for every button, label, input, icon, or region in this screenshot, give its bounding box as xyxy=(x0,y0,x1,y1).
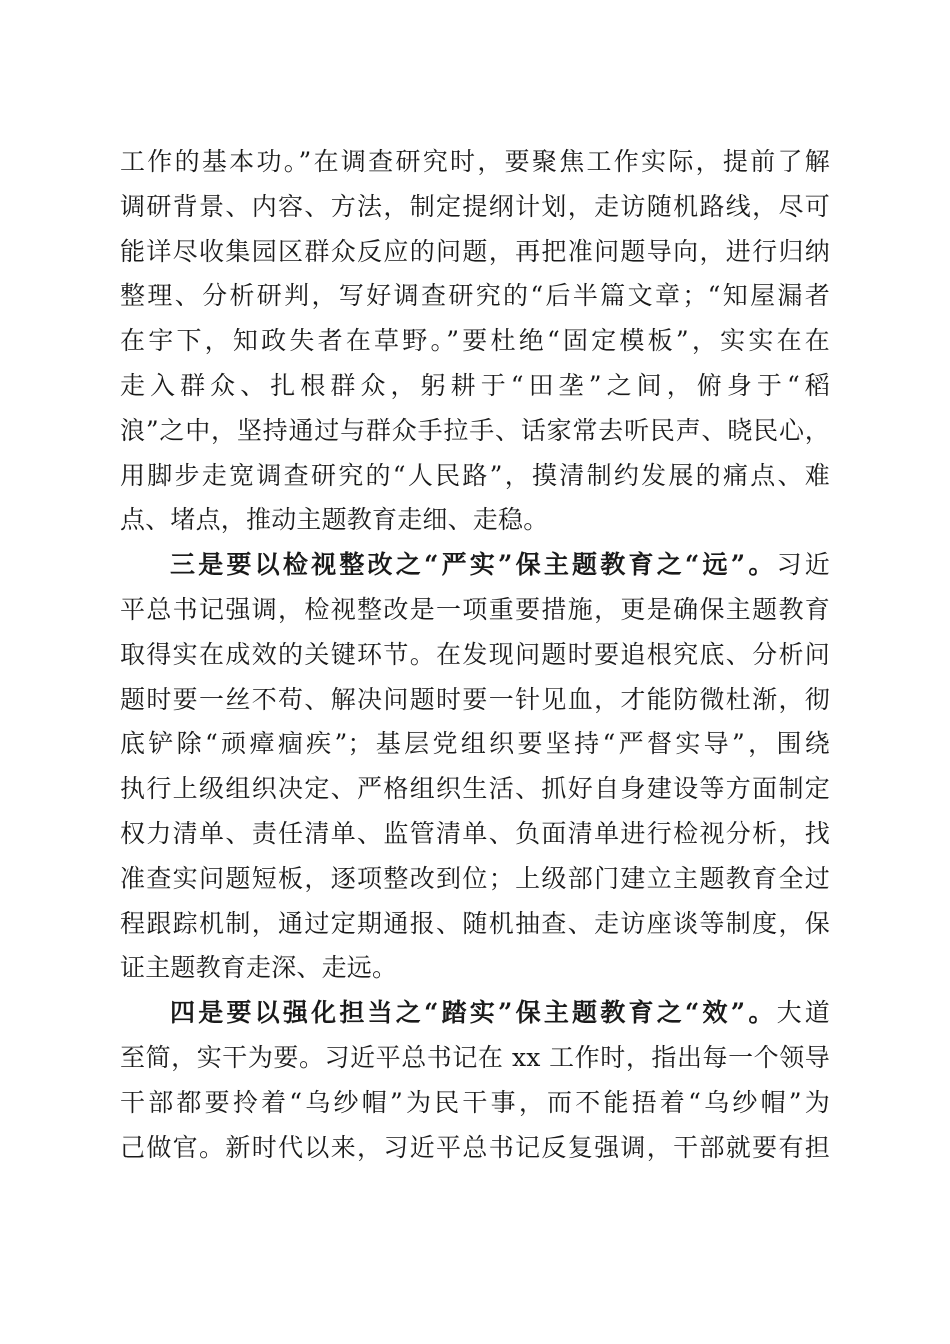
text-line: 调研背景、内容、方法，制定提纲计划，走访随机路线，尽可 xyxy=(120,191,830,221)
heading-continuation: 习近 xyxy=(776,550,830,580)
text-line: 在宇下，知政失者在草野。”要杜绝“固定模板”，实实在在 xyxy=(120,326,830,356)
paragraph-first-line xyxy=(120,991,830,1036)
heading-continuation: 大道 xyxy=(776,998,830,1028)
text-line: 浪”之中，坚持通过与群众手拉手、话家常去听民声、晓民心， xyxy=(120,415,830,445)
text-line: 能详尽收集园区群众反应的问题，再把准问题导向，进行归纳 xyxy=(120,236,830,266)
text-line: 用脚步走宽调查研究的“人民路”，摸清制约发展的痛点、难 xyxy=(120,460,830,490)
text-line: 己做官。新时代以来，习近平总书记反复强调，干部就要有担 xyxy=(120,1132,830,1162)
paragraph-first-line xyxy=(120,543,830,588)
paragraph-2 xyxy=(120,543,830,991)
document-body xyxy=(120,140,830,1170)
paragraph-1 xyxy=(120,140,830,543)
text-line: 整理、分析研判，写好调查研究的“后半篇文章；“知屋漏者 xyxy=(120,281,830,311)
paragraph-heading: 四是要以强化担当之“踏实”保主题教育之“效”。 xyxy=(170,998,777,1028)
text-line: 走入群众、扎根群众，躬耕于“田垄”之间，俯身于“稻 xyxy=(120,370,830,400)
text-line: 工作的基本功。”在调查研究时，要聚焦工作实际，提前了解 xyxy=(120,147,830,176)
text-line: 准查实问题短板，逐项整改到位；上级部门建立主题教育全过 xyxy=(120,863,830,893)
text-line: 至简，实干为要。习近平总书记在 xx 工作时，指出每一个领导 xyxy=(120,1042,830,1072)
text-line: 证主题教育走深、走远。 xyxy=(120,953,398,983)
text-line: 题时要一丝不苟、解决问题时要一针见血，才能防微杜渐，彻 xyxy=(120,684,830,714)
text-line: 点、堵点，推动主题教育走细、走稳。 xyxy=(120,505,549,535)
text-line: 执行上级组织决定、严格组织生活、抓好自身建设等方面制定 xyxy=(120,774,830,804)
text-line: 取得实在成效的关键环节。在发现问题时要追根究底、分析问 xyxy=(120,639,830,669)
text-line: 干部都要拎着“乌纱帽”为民干事，而不能捂着“乌纱帽”为 xyxy=(120,1087,830,1117)
paragraph-3 xyxy=(120,991,830,1170)
text-line: 底铲除“顽瘴痼疾”；基层党组织要坚持“严督实导”，围绕 xyxy=(120,729,830,759)
text-line: 程跟踪机制，通过定期通报、随机抽查、走访座谈等制度，保 xyxy=(120,908,830,938)
paragraph-heading: 三是要以检视整改之“严实”保主题教育之“远”。 xyxy=(170,550,777,580)
text-line: 平总书记强调，检视整改是一项重要措施，更是确保主题教育 xyxy=(120,594,830,624)
text-line: 权力清单、责任清单、监管清单、负面清单进行检视分析，找 xyxy=(120,818,830,848)
